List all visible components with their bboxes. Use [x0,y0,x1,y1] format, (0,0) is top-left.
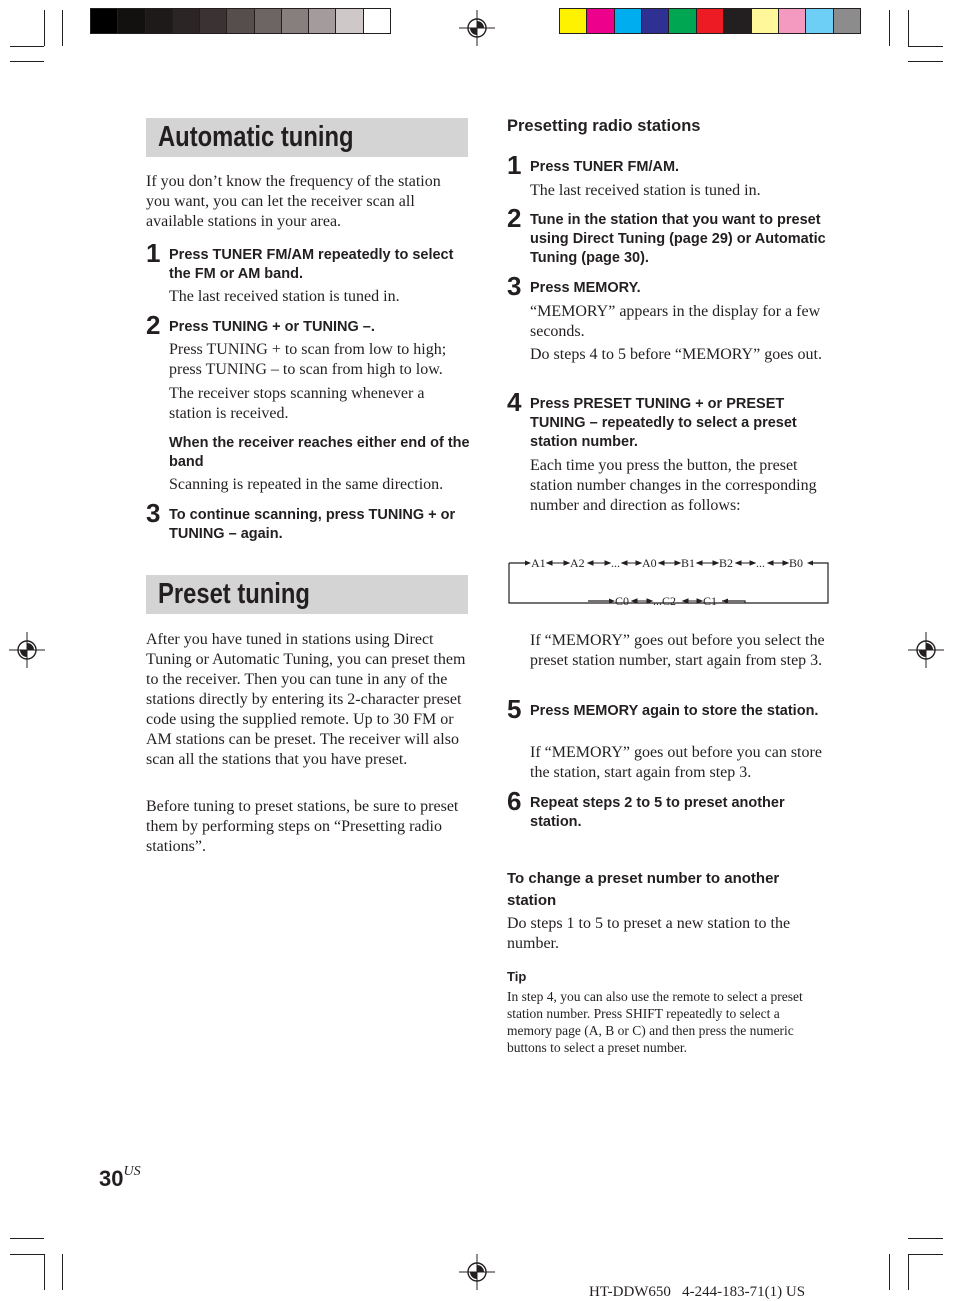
tip-label: Tip [507,969,527,984]
crop-mark [889,10,890,46]
color-swatch [805,9,832,33]
crop-mark [908,46,943,47]
registration-mark-icon [459,1254,495,1290]
color-swatch [696,9,723,33]
crop-mark [62,1254,63,1290]
color-swatch [117,9,144,33]
preset-label: B1 [681,556,696,570]
color-swatch [778,9,805,33]
step-heading: To continue scanning, press TUNING + or TUNING – again. [169,507,456,542]
color-swatch [586,9,613,33]
preset-label: B2 [719,556,734,570]
crop-mark [889,1254,890,1290]
preset-tuning-header [146,575,468,614]
crop-mark [908,1254,943,1255]
step-heading: Press PRESET TUNING + or PRESET TUNING – repeatedly to select a preset station number. [530,396,797,450]
preset-label: B0 [789,556,804,570]
preset-label: C0 [615,594,630,608]
crop-mark [908,1238,943,1239]
page-number-suffix: US [123,1164,141,1179]
crop-mark [908,10,909,46]
preset-tuning-paragraph: After you have tuned in stations using Direct Tuning or Automatic Tuning, you can preset them to the receiver. Then you can tune in any of the stations directly by entering its 2-character preset code using the supplied remote. Up to 30 FM or AM stations can be preset. The receiver will also scan all the stations that you have preset. [146,631,466,768]
color-swatch [723,9,750,33]
step-text: “MEMORY” appears in the display for a few seconds. [530,303,821,340]
step-number: 3 [146,498,161,528]
note-heading: When the receiver reaches either end of the band [169,435,470,470]
step-text: The receiver stops scanning whenever a station is received. [169,385,425,422]
crop-mark [44,10,45,46]
color-swatch [254,9,281,33]
registration-mark-icon [459,10,495,46]
step-number: 2 [146,310,161,340]
step-text: The last received station is tuned in. [169,288,400,305]
step-text: Each time you press the button, the preset station number changes in the corresponding number and direction as follows: [530,457,817,514]
section-title: Automatic tuning [158,121,354,153]
page-number-value: 30 [99,1166,124,1191]
crop-mark [62,10,63,46]
model-code: HT-DDW650 4-244-183-71(1) US [589,1284,806,1300]
color-swatch [335,9,362,33]
color-swatch [199,9,226,33]
registration-mark-icon [908,632,944,668]
step-heading: Press MEMORY. [530,280,641,296]
color-swatch [91,9,117,33]
step-number: 2 [507,203,522,233]
color-swatch [560,9,586,33]
color-swatch [308,9,335,33]
step-heading: Press TUNER FM/AM. [530,159,680,175]
step-heading: Press TUNER FM/AM repeatedly to select the FM or AM band. [169,247,454,282]
preset-tuning-paragraph: Before tuning to preset stations, be sure to preset them by performing steps on “Presetting radio stations”. [146,798,459,855]
process-color-bar [559,8,861,34]
step-number: 3 [507,271,522,301]
step-number: 1 [146,238,161,268]
color-swatch [281,9,308,33]
crop-mark [10,1238,44,1239]
page-number [99,1166,141,1192]
preset-label: A0 [642,556,657,570]
automatic-tuning-intro: If you don’t know the frequency of the station you want, you can let the receiver scan all available stations in your area. [146,173,441,230]
color-swatch [172,9,199,33]
step-heading: Repeat steps 2 to 5 to preset another station. [530,795,785,830]
step-number: 5 [507,694,522,724]
color-swatch [614,9,641,33]
step-heading: Press MEMORY again to store the station. [530,703,819,719]
color-swatch [145,9,172,33]
color-swatch [668,9,695,33]
crop-mark [908,1254,909,1290]
step-text: If “MEMORY” goes out before you can store the station, start again from step 3. [530,744,822,781]
section-title: Preset tuning [158,578,310,610]
note-text: Scanning is repeated in the same direction. [169,476,444,493]
grayscale-color-bar [90,8,391,34]
preset-label: C1 [703,594,718,608]
preset-label: ...C2 [653,594,677,608]
change-preset-text: Do steps 1 to 5 to preset a new station to the number. [507,915,791,952]
color-swatch [363,9,390,33]
step-heading: Tune in the station that you want to preset using Direct Tuning (page 29) or Automatic Tuning (page 30). [530,212,826,266]
crop-mark [908,61,943,62]
preset-cycle-diagram [505,550,833,608]
crop-mark [44,1254,45,1290]
step-number: 6 [507,786,522,816]
step-heading: Press TUNING + or TUNING –. [169,319,375,335]
tip-text: In step 4, you can also use the remote to select a preset station number. Press SHIFT repeatedly to select a memory page (A, B or C) and then press the numeric buttons to select a preset number. [507,989,803,1055]
step-number: 1 [507,150,522,180]
step-text: The last received station is tuned in. [530,182,761,199]
automatic-tuning-header [146,118,468,157]
preset-label: ... [611,556,620,570]
step-number: 4 [507,387,522,417]
presetting-title: Presetting radio stations [507,117,701,135]
crop-mark [10,61,44,62]
preset-label: ... [756,556,765,570]
step-text: Do steps 4 to 5 before “MEMORY” goes out. [530,346,822,363]
change-preset-heading: To change a preset number to another station [507,870,780,909]
preset-label: A2 [570,556,585,570]
crop-mark [10,46,44,47]
color-swatch [226,9,253,33]
step-text: Press TUNING + to scan from low to high; press TUNING – to scan from high to low. [169,341,447,378]
color-swatch [833,9,860,33]
crop-mark [10,1254,44,1255]
registration-mark-icon [9,632,45,668]
color-swatch [641,9,668,33]
step-text: If “MEMORY” goes out before you select the preset station number, start again from step 3. [530,632,825,669]
color-swatch [751,9,778,33]
preset-label: A1 [531,556,546,570]
